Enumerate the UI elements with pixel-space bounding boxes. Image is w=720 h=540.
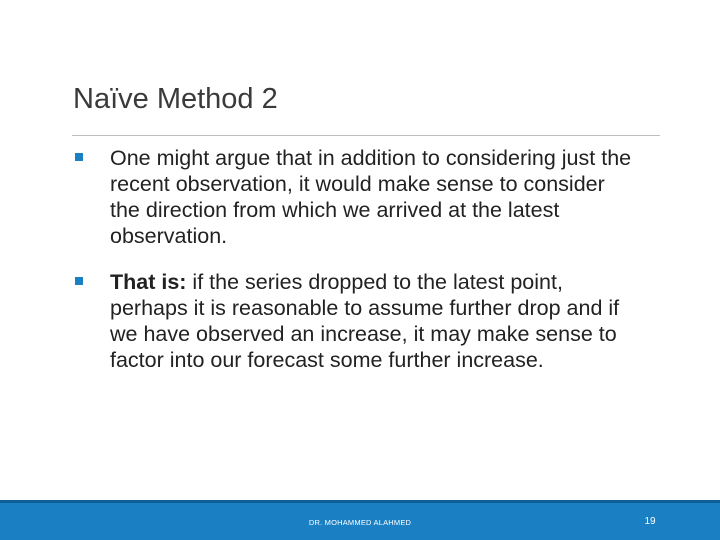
page-number: 19 — [644, 516, 656, 527]
bullet-item — [73, 269, 633, 373]
slide-title: Naïve Method 2 — [73, 83, 278, 115]
bullet-lead: That is: — [110, 270, 187, 294]
bullet-text — [110, 146, 631, 248]
bullet-item — [73, 145, 633, 249]
footer-accent-line — [0, 500, 720, 503]
slide-content — [73, 145, 633, 393]
square-bullet-icon — [75, 153, 83, 161]
bullet-text — [110, 270, 619, 372]
bullet-body: if the series dropped to the latest point, perhaps it is reasonable to assume further drop and if we have observed an increase, it may make sense to factor into our forecast some further increase. — [110, 270, 620, 372]
title-divider — [72, 135, 660, 136]
bullet-body: One might argue that in addition to considering just the recent observation, it would make sense to consider the direction from which we arrived at the latest observation. — [110, 146, 632, 248]
footer-author: DR. MOHAMMED ALAHMED — [308, 518, 412, 527]
square-bullet-icon — [75, 277, 83, 285]
